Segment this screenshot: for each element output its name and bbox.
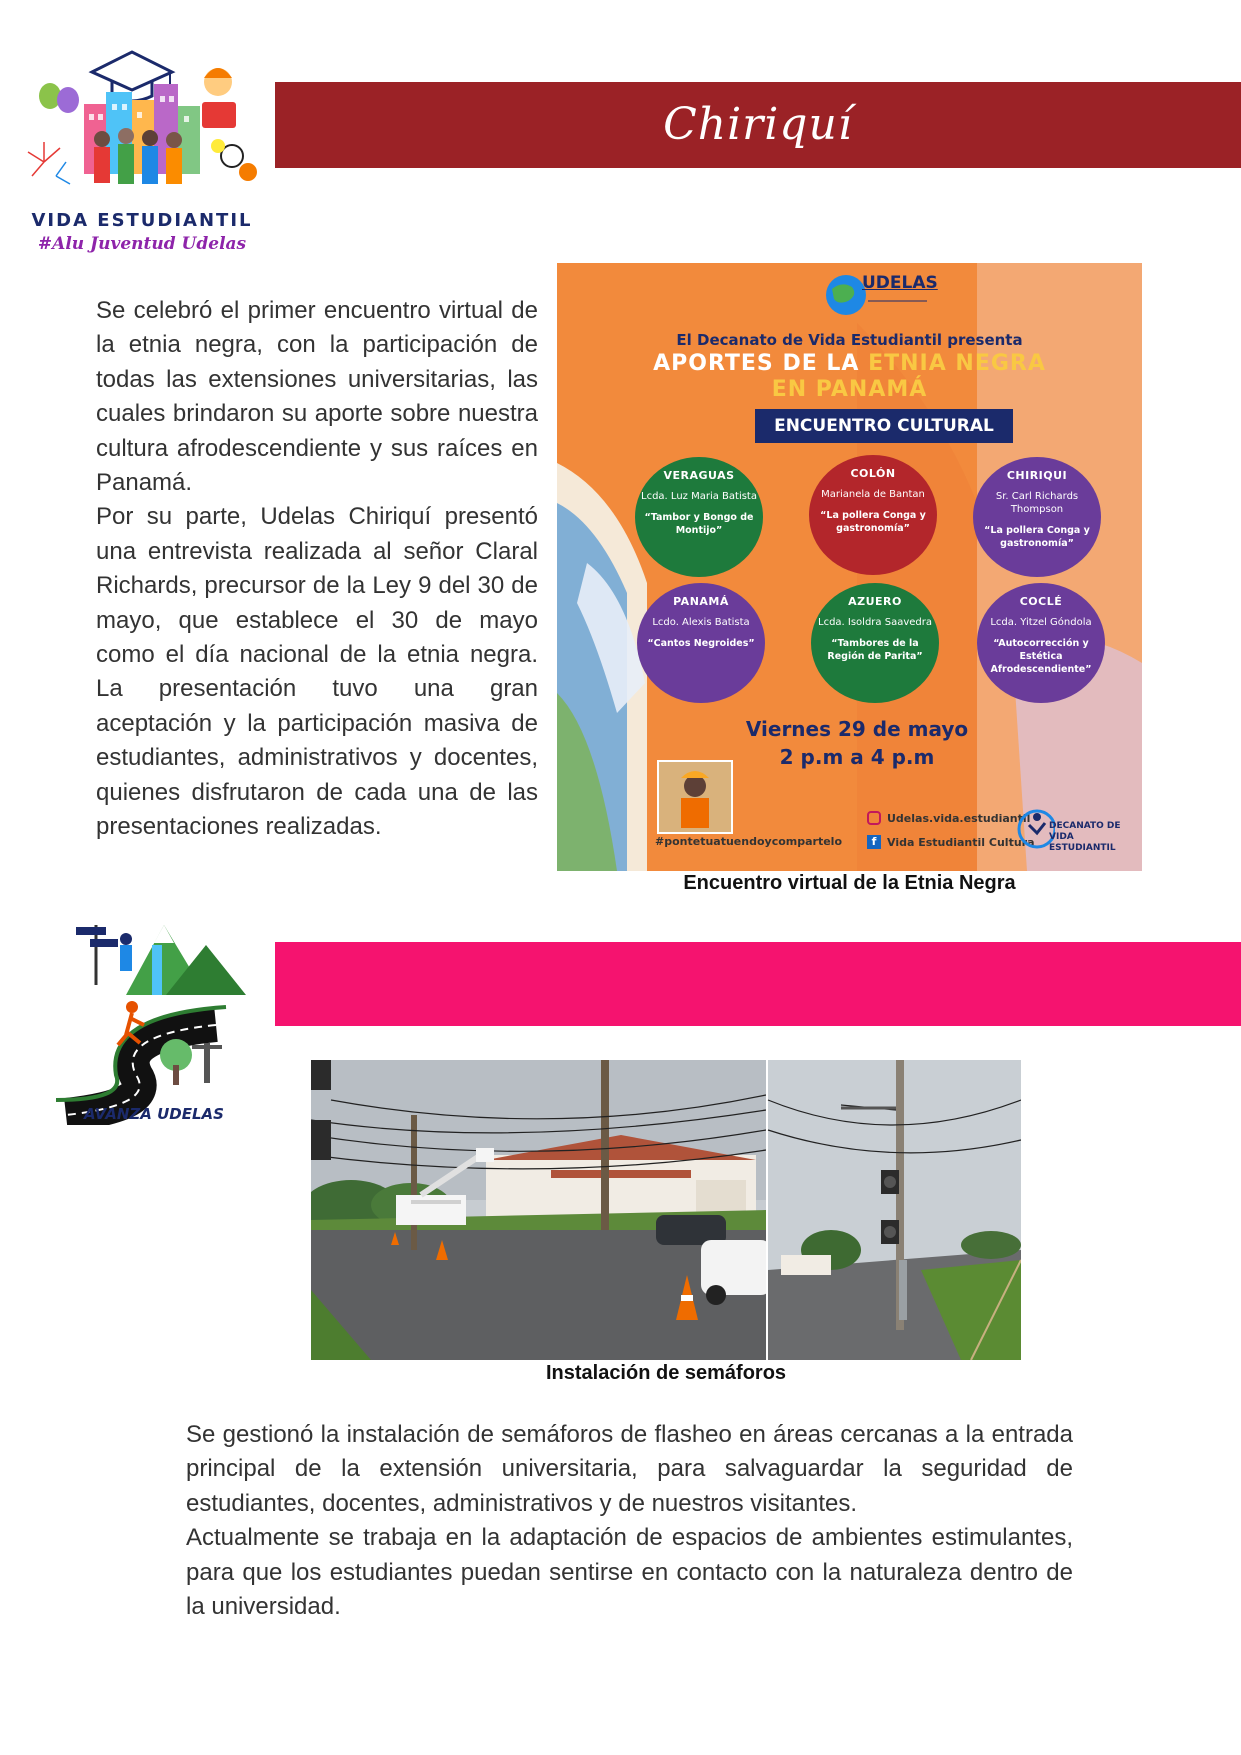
poster-dept: DECANATO DE VIDA ESTUDIANTIL	[1049, 821, 1121, 853]
poster-title-part1: APORTES DE LA	[653, 351, 869, 376]
circle-topic: “La pollera Conga y gastronomía”	[820, 510, 926, 534]
traffic-light-photos	[311, 1060, 1021, 1360]
circle-topic: “Tambor y Bongo de Montijo”	[644, 512, 754, 536]
speaker-photo	[657, 760, 733, 834]
instagram-icon	[867, 811, 881, 825]
udelas-logo	[822, 271, 938, 315]
logo-title: VIDA ESTUDIANTIL	[31, 210, 253, 231]
poster-time: 2 p.m a 4 p.m	[779, 745, 935, 769]
avanza-road-illustration	[56, 915, 252, 1125]
poster-title-part2: ETNIA NEGRA	[868, 351, 1046, 376]
poster-hashtag: #pontetuatuendoycompartelo	[655, 835, 842, 848]
circle-chiriqui	[973, 457, 1101, 577]
poster-presenter: El Decanato de Vida Estudiantil presenta	[676, 331, 1023, 349]
circle-veraguas	[635, 457, 763, 577]
speaker-illustration	[659, 762, 731, 832]
circle-region: COCLÉ	[1019, 595, 1063, 608]
circle-region: COLÓN	[850, 467, 896, 480]
udelas-brand: UDELAS	[862, 273, 938, 293]
poster-date: Viernes 29 de mayo	[745, 717, 969, 741]
circle-region: VERAGUAS	[663, 469, 735, 482]
circle-region: CHIRIQUI	[1006, 469, 1068, 482]
section2-paragraph-2: Actualmente se trabaja en la adaptación de espacios de ambientes estimulantes, para que los estudiantes puedan sentirse en contacto con la naturaleza dentro de la universidad.	[186, 1524, 1073, 1621]
section1-text	[96, 294, 538, 845]
poster-instagram: Udelas.vida.estudiantil	[887, 812, 1031, 825]
circle-speaker: Lcda. Yitzel Góndola	[990, 617, 1092, 628]
poster-subtitle: ENCUENTRO CULTURAL	[755, 409, 1013, 443]
circle-speaker: Marianela de Bantan	[821, 489, 925, 500]
avanza-banner	[275, 942, 1241, 1026]
section2-text	[186, 1418, 1073, 1624]
chiriqui-banner	[275, 82, 1241, 168]
circle-region: PANAMÁ	[673, 595, 729, 608]
vida-estudiantil-illustration	[22, 44, 262, 262]
circle-topic: “Autocorrección y Estética Afrodescendiente”	[990, 638, 1092, 675]
section1-paragraph-1: Se celebró el primer encuentro virtual de la etnia negra, con la participación de todas las extensiones universitarias, las cuales brindaron su aporte sobre nuestra cultura afrodescendiente y sus raíces en Panamá.	[96, 297, 538, 497]
avanza-logo-title: AVANZA UDELAS	[84, 1105, 224, 1123]
traffic-light-scene	[311, 1060, 1021, 1360]
circle-cocle	[977, 583, 1105, 703]
circle-topic: “Tambores de la Región de Parita”	[827, 638, 923, 662]
circle-topic: “La pollera Conga y gastronomía”	[984, 525, 1090, 549]
circle-topic: “Cantos Negroides”	[647, 638, 755, 649]
page-title: Chiriquí	[663, 99, 853, 150]
poster-facebook: Vida Estudiantil Cultura	[887, 836, 1035, 849]
circle-panama	[637, 583, 765, 703]
circle-region: AZUERO	[848, 595, 902, 608]
circle-speaker: Lcda. Luz Maria Batista	[641, 491, 757, 502]
section1-paragraph-2: Por su parte, Udelas Chiriquí presentó una entrevista realizada al señor Claral Richards, precursor de la Ley 9 del 30 de mayo, que establece el 30 de mayo como el día nacional de la etnia negra. La presentación tuvo una gran aceptación y la participación masiva de estudiantes, administrativos y docentes, quienes disfrutaron de cada una de las presentaciones realizadas.	[96, 503, 538, 841]
circle-speaker: Lcda. Isoldra Saavedra	[818, 617, 932, 628]
logo-hashtag: #Alu Juventud Udelas	[37, 234, 247, 254]
photo-caption: Instalación de semáforos	[545, 1362, 787, 1384]
event-poster	[557, 263, 1142, 871]
poster-title-line1	[557, 351, 1142, 376]
facebook-icon: f	[867, 835, 881, 849]
poster-caption: Encuentro virtual de la Etnia Negra	[683, 872, 1016, 894]
poster-title-line2: EN PANAMÁ	[771, 377, 928, 402]
vida-estudiantil-logo	[22, 44, 262, 262]
section2-paragraph-1: Se gestionó la instalación de semáforos de flasheo en áreas cercanas a la entrada principal de la extensión universitaria, para salvaguardar la seguridad de estudiantes, docentes, administrativos y de nuestros visitantes.	[186, 1421, 1073, 1517]
circle-colon	[809, 455, 937, 575]
circle-azuero	[811, 583, 939, 703]
circle-speaker: Sr. Carl Richards Thompson	[995, 491, 1079, 515]
avanza-udelas-logo	[56, 915, 252, 1125]
circle-speaker: Lcdo. Alexis Batista	[652, 617, 750, 628]
